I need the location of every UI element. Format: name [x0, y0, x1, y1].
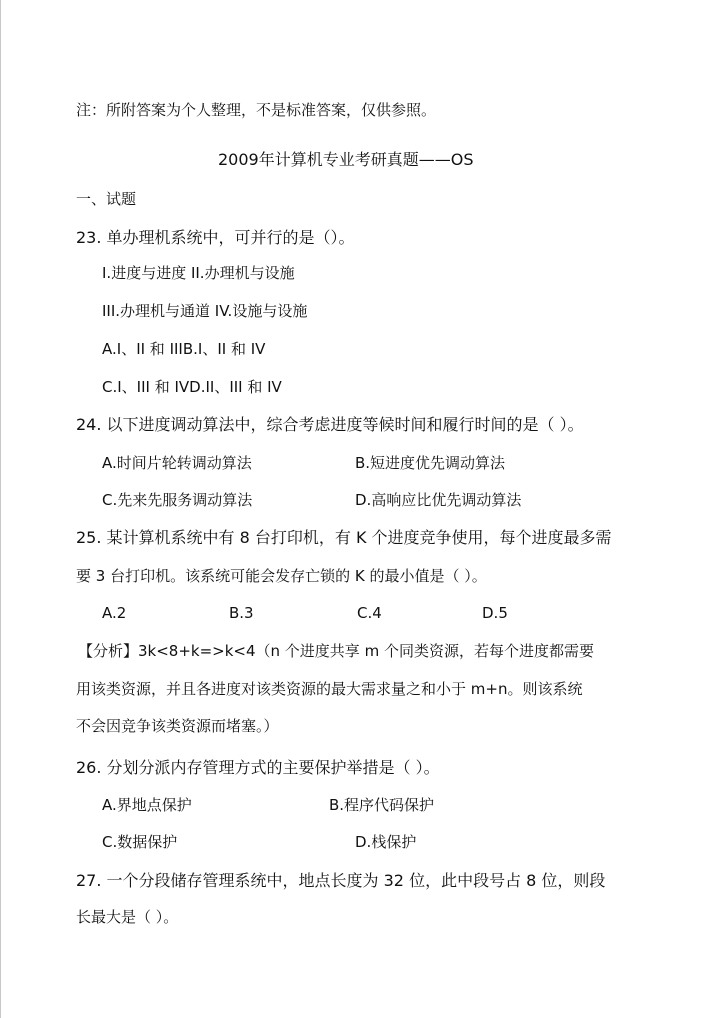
question-25-option-d: D.5 — [482, 604, 508, 622]
section-heading: 一、试题 — [76, 190, 137, 208]
question-24-option-a: A.时间片轮转调动算法 — [102, 454, 252, 472]
question-23-item-2: III.办理机与通道 IV.设施与设施 — [102, 302, 308, 320]
question-23-options-cd: C.I、III 和 IVD.II、III 和 IV — [102, 378, 282, 396]
answer-note: 注：所附答案为个人整理，不是标准答案，仅供参照。 — [76, 101, 437, 119]
question-23-stem: 23. 单办理机系统中，可并行的是（）。 — [76, 228, 355, 247]
question-25-stem-1: 25. 某计算机系统中有 8 台打印机，有 K 个进度竞争使用，每个进度最多需 — [76, 528, 612, 547]
question-24-option-c: C.先来先服务调动算法 — [102, 491, 253, 509]
question-25-option-a: A.2 — [102, 604, 127, 622]
question-24-option-d: D.高响应比优先调动算法 — [355, 491, 522, 509]
page-left-edge — [0, 0, 1, 1018]
question-24-stem: 24. 以下进度调动算法中，综合考虑进度等候时间和履行时间的是（ ）。 — [76, 415, 584, 434]
question-26-option-d: D.栈保护 — [355, 833, 417, 851]
question-25-option-c: C.4 — [357, 604, 382, 622]
question-26-option-b: B.程序代码保护 — [329, 796, 435, 814]
page-title: 2009年计算机专业考研真题——OS — [218, 150, 474, 169]
question-26-option-c: C.数据保护 — [102, 833, 178, 851]
question-26-stem: 26. 分划分派内存管理方式的主要保护举措是（ ）。 — [76, 758, 440, 777]
question-23-item-1: I.进度与进度 II.办理机与设施 — [102, 264, 295, 282]
question-25-analysis-1: 【分析】3k<8+k=>k<4（n 个进度共享 m 个同类资源，若每个进度都需要 — [78, 642, 594, 660]
question-27-stem-2: 长最大是（ ）。 — [76, 908, 179, 926]
question-26-option-a: A.界地点保护 — [102, 796, 192, 814]
question-25-analysis-2: 用该类资源，并且各进度对该类资源的最大需求量之和小于 m+n。则该系统 — [76, 680, 583, 698]
question-23-options-ab: A.I、II 和 IIIB.I、II 和 IV — [102, 340, 266, 358]
question-25-analysis-3: 不会因竞争该类资源而堵塞。） — [76, 717, 279, 735]
question-27-stem-1: 27. 一个分段储存管理系统中，地点长度为 32 位，此中段号占 8 位，则段 — [76, 871, 606, 890]
question-24-option-b: B.短进度优先调动算法 — [355, 454, 506, 472]
question-25-stem-2: 要 3 台打印机。该系统可能会发存亡锁的 K 的最小值是（ ）。 — [76, 567, 487, 585]
question-25-option-b: B.3 — [229, 604, 254, 622]
